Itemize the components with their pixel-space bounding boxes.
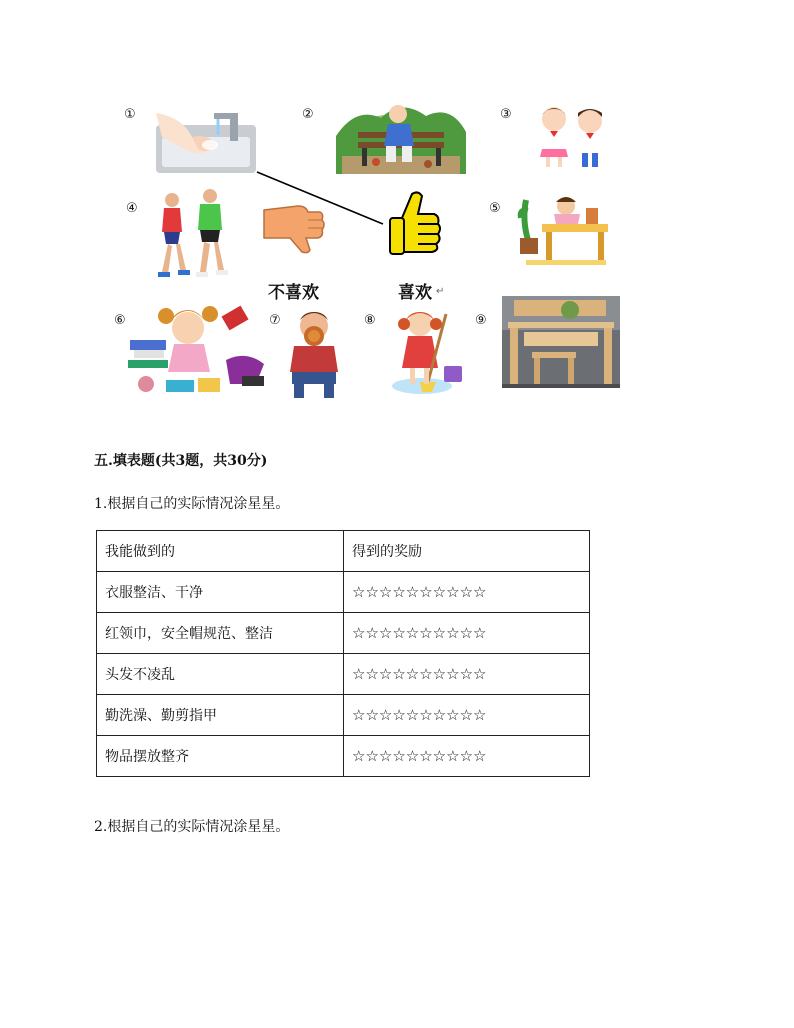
girl-mopping-picture (386, 306, 470, 396)
table-row (97, 695, 590, 736)
item-number-2: ② (302, 107, 314, 122)
table-header-cell: 我能做到的 (97, 531, 344, 572)
table-header-row (97, 531, 590, 572)
table-row (97, 613, 590, 654)
dislike-label: 不喜欢 (268, 283, 319, 303)
messy-room-picture (126, 300, 272, 396)
table-cell-stars[interactable]: ☆☆☆☆☆☆☆☆☆☆ (344, 613, 590, 654)
table-cell-item: 红领巾，安全帽规范、整洁 (97, 613, 344, 654)
table-header-cell: 得到的奖励 (344, 531, 590, 572)
item-number-3: ③ (500, 107, 512, 122)
sleeping-at-desk-picture (516, 190, 612, 266)
question-2-text: 2.根据自己的实际情况涂星星。 (94, 819, 290, 835)
table-cell-stars[interactable]: ☆☆☆☆☆☆☆☆☆☆ (344, 654, 590, 695)
table-cell-item: 物品摆放整齐 (97, 736, 344, 777)
star-rating-table (96, 530, 590, 777)
table-cell-stars[interactable]: ☆☆☆☆☆☆☆☆☆☆ (344, 572, 590, 613)
table-cell-item: 头发不凌乱 (97, 654, 344, 695)
return-mark: ↵ (436, 286, 445, 297)
like-label: 喜欢 (398, 283, 432, 303)
item-number-5: ⑤ (489, 201, 501, 216)
table-cell-item: 衣服整洁、干净 (97, 572, 344, 613)
item-number-7: ⑦ (269, 313, 281, 328)
item-number-6: ⑥ (114, 313, 126, 328)
matching-line (0, 0, 794, 300)
table-cell-item: 勤洗澡、勤剪指甲 (97, 695, 344, 736)
item-number-4: ④ (126, 201, 138, 216)
table-row (97, 736, 590, 777)
item-number-8: ⑧ (364, 313, 376, 328)
table-row (97, 572, 590, 613)
question-1-text: 1.根据自己的实际情况涂星星。 (94, 496, 290, 512)
boy-eating-picture (284, 306, 344, 400)
item-number-9: ⑨ (475, 313, 487, 328)
table-cell-stars[interactable]: ☆☆☆☆☆☆☆☆☆☆ (344, 695, 590, 736)
item-number-1: ① (124, 107, 136, 122)
tidy-desk-picture (502, 296, 620, 388)
table-cell-stars[interactable]: ☆☆☆☆☆☆☆☆☆☆ (344, 736, 590, 777)
section-title: 五.填表题(共3题，共30分) (94, 453, 268, 469)
table-row (97, 654, 590, 695)
